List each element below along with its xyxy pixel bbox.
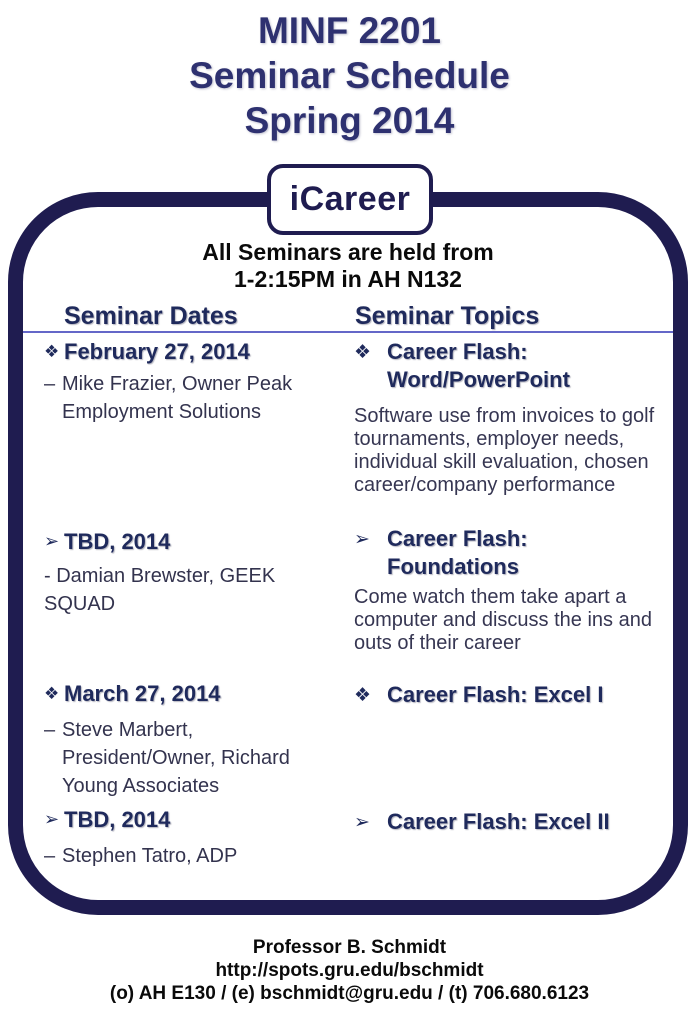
speaker-line: - Damian Brewster, GEEK <box>44 565 276 587</box>
arrow-bullet-icon: ➢ <box>354 528 370 550</box>
seminar-topic-item <box>354 338 670 394</box>
speaker-text <box>62 842 237 870</box>
professor-name: Professor B. Schmidt <box>252 937 447 958</box>
topic-title-line: Word/PowerPoint <box>387 367 570 392</box>
topic-description-line: tournaments, employer needs, <box>354 428 625 450</box>
topic-description-line: outs of their career <box>354 632 521 654</box>
seminar-date-label: February 27, 2014 <box>64 339 250 364</box>
seminar-date-item <box>44 528 344 556</box>
topic-title: Career Flash: Excel II <box>387 809 610 834</box>
arrow-bullet-icon: ➢ <box>354 811 370 833</box>
speaker-line: Employment Solutions <box>62 401 261 423</box>
seminar-topic-item <box>354 681 670 709</box>
title-line-schedule: Seminar Schedule <box>189 55 510 96</box>
speaker-text <box>62 716 290 800</box>
dash-bullet: – <box>44 719 56 741</box>
topic-description-line: individual skill evaluation, chosen <box>354 451 649 473</box>
speaker-line: Young Associates <box>62 775 220 797</box>
seminar-date-label: March 27, 2014 <box>64 681 221 706</box>
seminar-date-item <box>44 338 344 366</box>
seminar-date-label: TBD, 2014 <box>64 807 171 832</box>
topic-title <box>387 525 528 581</box>
topic-description-line: career/company performance <box>354 474 616 496</box>
speaker-item <box>44 842 344 870</box>
speaker-line: SQUAD <box>44 593 116 615</box>
notice-line-2: 1-2:15PM in AH N132 <box>234 266 462 292</box>
title-line-course: MINF 2201 <box>257 10 441 51</box>
speaker-item <box>44 562 344 618</box>
speaker-text <box>62 370 292 426</box>
topic-description <box>354 405 670 497</box>
seminar-date-label: TBD, 2014 <box>64 529 171 554</box>
professor-url: http://spots.gru.edu/bschmidt <box>215 960 484 981</box>
seminar-topic-item <box>354 525 670 581</box>
dates-column <box>44 338 344 870</box>
diamond-bullet-icon: ❖ <box>354 341 372 363</box>
topic-description-line: computer and discuss the ins and <box>354 609 652 631</box>
diamond-bullet-icon: ❖ <box>354 684 372 706</box>
speaker-line: Steve Marbert, <box>62 719 194 741</box>
topic-title-line: Career Flash: <box>387 526 528 551</box>
contact-footer <box>0 936 699 1005</box>
arrow-bullet-icon: ➢ <box>44 809 60 830</box>
topic-description <box>354 586 670 655</box>
column-header-dates: Seminar Dates <box>64 302 238 330</box>
diamond-bullet-icon: ❖ <box>44 342 60 362</box>
page-title <box>0 8 699 143</box>
speaker-line: President/Owner, Richard <box>62 747 290 769</box>
dash-bullet: – <box>44 373 56 395</box>
column-header-topics: Seminar Topics <box>355 302 540 330</box>
arrow-bullet-icon: ➢ <box>44 531 60 552</box>
topic-title: Career Flash: Excel I <box>387 682 604 707</box>
topic-title-line: Foundations <box>387 554 519 579</box>
seminar-date-item <box>44 680 344 708</box>
seminar-time-notice <box>23 239 673 293</box>
topic-title <box>387 338 570 394</box>
notice-line-1: All Seminars are held from <box>202 239 494 265</box>
icareer-badge-label: iCareer <box>289 180 411 218</box>
diamond-bullet-icon: ❖ <box>44 684 60 704</box>
seminar-topic-item <box>354 808 670 836</box>
icareer-badge <box>267 164 433 235</box>
dash-bullet: – <box>44 845 56 867</box>
topics-column <box>354 338 670 836</box>
schedule-panel <box>8 192 688 915</box>
speaker-line: Mike Frazier, Owner Peak <box>62 373 293 395</box>
seminar-date-item <box>44 806 344 834</box>
title-line-term: Spring 2014 <box>244 100 455 141</box>
topic-description-line: Software use from invoices to golf <box>354 405 655 427</box>
topic-description-line: Come watch them take apart a <box>354 586 627 608</box>
speaker-line: Stephen Tatro, ADP <box>62 845 238 867</box>
professor-contact-line: (o) AH E130 / (e) bschmidt@gru.edu / (t) 706.680.6123 <box>109 983 590 1004</box>
speaker-item <box>44 370 344 426</box>
speaker-item <box>44 716 344 800</box>
topic-title-line: Career Flash: <box>387 339 528 364</box>
header-divider-line <box>23 331 673 333</box>
